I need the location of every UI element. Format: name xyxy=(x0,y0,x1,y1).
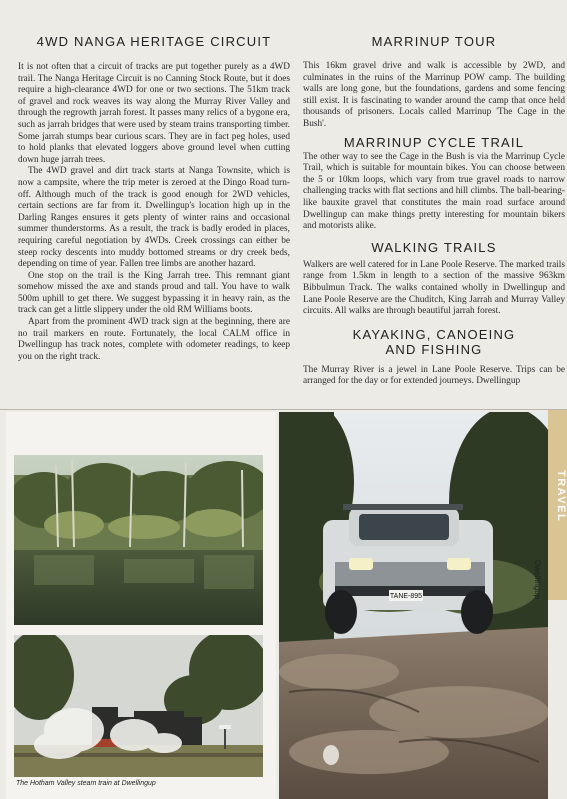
river-scene-image xyxy=(14,455,263,625)
number-plate: TANE-895 xyxy=(389,593,423,600)
walking-trails-text: Walkers are well catered for in Lane Poole Reserve. The marked trails range from 1.5km in length to a section of the massive 963km Bibbulmun Track. The walks contained wholly in Dwellingup and Lane Poole Reserve are the Chuditch, King Jarrah and Murray Valley circuits. All walks are through beautiful jarrah forest. xyxy=(303,259,565,317)
marrinup-cycle-text: The other way to see the Cage in the Bush is via the Marrinup Cycle Trail, which is suitable for mountain bikes. You can choose between the 5 or 10km loops, which vary from true gravel roads to narrow challenging tracks with flat sections and hill climbs. The ball-bearing-like bauxite gravel that constitutes the main road surface around Dwellingup can make things pretty interesting for mountain bikers and motorists alike. xyxy=(303,151,565,232)
nanga-paragraph-1: It is not often that a circuit of tracks are put together purely as a 4WD trail. The Nanga Heritage Circuit is no Canning Stock Route, but it does require a high-clearance 4WD for one or two sections. The 51km track of gravel and rock weaves its way along the Murray River Valley and through the regrowth jarrah forest. It passes many relics of a bygone era, such as jarrah bridges that were used by steam trains transporting timber. Some jarrah stumps bear curious scars. They are in fact peg holes, used to hold planks that elevated loggers above ground level when cutting down huge jarrah trees. xyxy=(18,62,290,165)
kayaking-heading-line-1: KAYAKING, CANOEING xyxy=(352,326,516,342)
marrinup-cycle-heading: MARRINUP CYCLE TRAIL xyxy=(343,134,525,150)
left-column xyxy=(18,0,290,363)
river-photo xyxy=(14,455,263,625)
steam-train-photo xyxy=(14,635,263,777)
nanga-article-body xyxy=(18,62,290,363)
walking-trails-heading: WALKING TRAILS xyxy=(371,239,497,255)
4wd-scene-image xyxy=(279,412,548,799)
4wd-vehicle-photo xyxy=(279,412,548,799)
marrinup-tour-text: This 16km gravel drive and walk is accessible by 2WD, and culminates in the ruins of the Marrinup POW camp. The building walls are long gone, but the foundations, gardens and some fencing still exist. It is fascinating to wander around the camp that once held thousands of prisoners. Locals called Marrinup 'The Cage in the Bush'. xyxy=(303,61,565,129)
nanga-paragraph-2: The 4WD gravel and dirt track starts at Nanga Townsite, which is now a campsite, where the trip meter is zeroed at the Dingo Road turn-off. Although much of the track is good enough for 2WD vehicles, certain sections are far from it. Dwellingup's location high up in the Darling Ranges ensures it gets plenty of winter rains and occasional summer thunderstorms. As a result, the track is badly eroded in places, requiring careful negotiation by 4WDs. Creek crossings can either be steep rocky descents into muddy bottomed streams or dry creek beds, depending on time of year. Fallen tree limbs are another hazard. xyxy=(18,166,290,270)
dwellingup-label: Dwellingup xyxy=(533,560,542,600)
right-column xyxy=(303,0,565,388)
travel-label: TRAVEL xyxy=(555,470,567,523)
kayaking-text: The Murray River is a jewel in Lane Poole Reserve. Trips can be arranged for the day or for extended journeys. Dwellingup xyxy=(303,364,565,387)
nanga-paragraph-3: One stop on the trail is the King Jarrah tree. This remnant giant somehow missed the axe and stands proud and tall. You have to walk 500m uphill to get there. We suggest bypassing it in heavy rain, as the track can get a little slippery under the old RM Williams boots. xyxy=(18,270,290,316)
kayaking-heading-line-2: AND FISHING xyxy=(385,341,483,357)
nanga-heading: 4WD NANGA HERITAGE CIRCUIT xyxy=(36,34,272,49)
train-photo-caption: The Hotham Valley steam train at Dwellingup xyxy=(16,780,156,787)
nanga-paragraph-4: Apart from the prominent 4WD track sign at the beginning, there are no trail markers en route. Fortunately, the local CALM office in Dwellingup has track notes, complete with odometer readings, to keep you on the right track. xyxy=(18,317,290,362)
marrinup-tour-heading: MARRINUP TOUR xyxy=(371,34,497,49)
steam-train-image xyxy=(14,635,263,777)
page-divider xyxy=(0,409,567,410)
